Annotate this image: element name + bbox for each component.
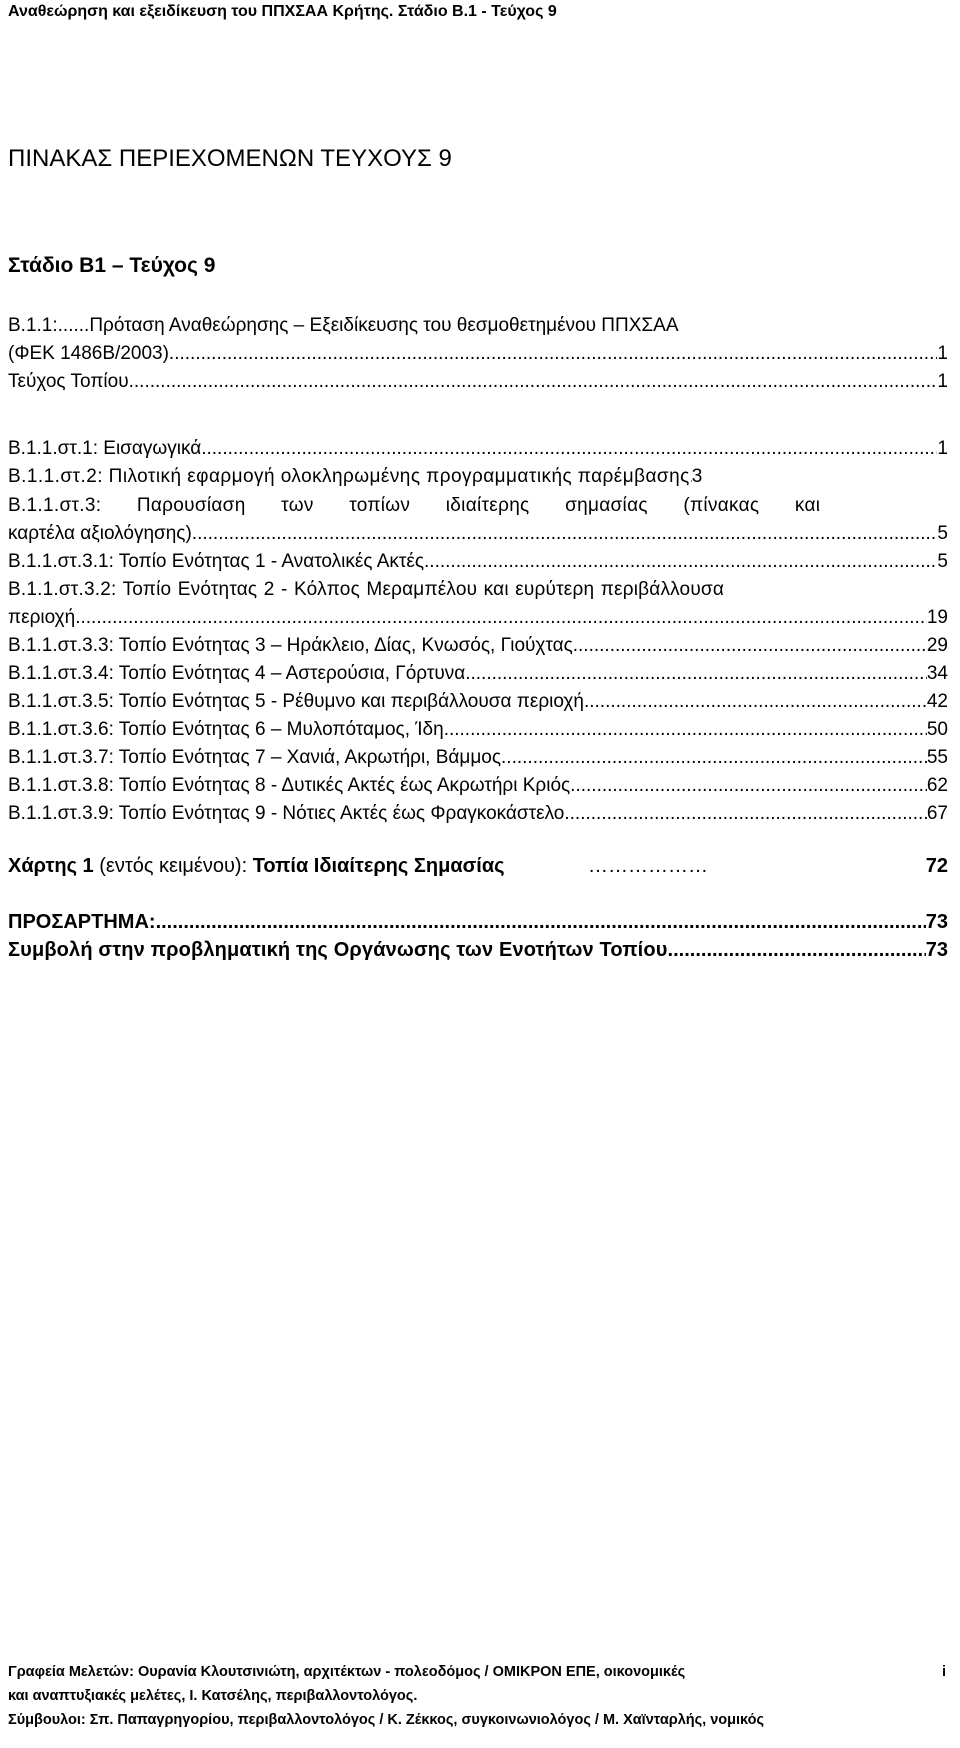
toc-entry-text: Β.1.1.στ.3.7: Τοπίο Ενότητας 7 – Χανιά, Ακρωτήρι, Βάμμος	[8, 747, 502, 768]
toc-entry-text: Β.1.1.στ.3.1: Τοπίο Ενότητας 1 - Ανατολικές Ακτές	[8, 551, 425, 572]
toc-page-number: 42	[926, 691, 948, 712]
toc-entry-st1[interactable]	[8, 435, 948, 463]
dot-leader	[584, 688, 927, 716]
dot-leader	[668, 936, 926, 964]
toc-entry-text: Β.1.1.στ.3.3: Τοπίο Ενότητας 3 – Ηράκλειο, Δίας, Κνωσός, Γιούχτας	[8, 635, 573, 656]
dot-leader	[573, 632, 927, 660]
toc-page-number: 73	[925, 939, 948, 961]
map-note: (εντός κειμένου):	[99, 855, 248, 877]
map-title: Τοπία Ιδιαίτερης Σημασίας	[252, 855, 505, 877]
toc-entry-st3[interactable]	[8, 492, 948, 520]
toc-entry-unit-8[interactable]	[8, 772, 948, 800]
dot-leader	[192, 520, 938, 548]
toc-entry-text: Β.1.1.στ.2: Πιλοτική εφαρμογή ολοκληρωμένης προγραμματικής παρέμβασης	[8, 466, 690, 487]
toc-entry-map-1[interactable]	[8, 852, 948, 880]
dot-leader	[75, 604, 927, 632]
footer-line-2: και αναπτυξιακές μελέτες, Ι. Κατσέλης, περιβαλλοντολόγος.	[8, 1688, 418, 1704]
toc-entry-landscape-volume[interactable]	[8, 368, 948, 396]
toc-entry-text: Β.1.1:......Πρόταση Αναθεώρησης – Εξειδίκευσης του θεσμοθετημένου ΠΠΧΣΑΑ	[8, 315, 679, 336]
toc-page-number: 55	[926, 747, 948, 768]
toc-entry-text: Β.1.1.στ.3.8: Τοπίο Ενότητας 8 - Δυτικές Ακτές έως Ακρωτήρι Κριός	[8, 775, 571, 796]
toc-page-number: 73	[925, 911, 948, 933]
toc-entry-text: Β.1.1.στ.3.2: Τοπίο Ενότητας 2 - Κόλπος Μεραμπέλου και ευρύτερη περιβάλλουσα	[8, 579, 725, 600]
dot-leader	[174, 340, 937, 368]
footer-line-3: Σύμβουλοι: Σπ. Παπαγρηγορίου, περιβαλλοντολόγος / Κ. Ζέκκος, συγκοινωνιολόγος / Μ. Χαϊνταρλής, νομικός	[8, 1712, 765, 1728]
map-label: Χάρτης 1	[8, 855, 94, 877]
toc-entry-text: Β.1.1.στ.3.6: Τοπίο Ενότητας 6 – Μυλοπόταμος, Ίδη	[8, 719, 444, 740]
stage-title: Στάδιο Β1 – Τεύχος 9	[8, 254, 216, 277]
toc-entry-text: Β.1.1.στ.3.5: Τοπίο Ενότητας 5 - Ρέθυμνο και περιβάλλουσα περιοχή	[8, 691, 584, 712]
toc-page-number: 1	[937, 343, 948, 364]
dot-leader	[501, 744, 927, 772]
toc-page-number: 67	[926, 803, 948, 824]
page-title: ΠΙΝΑΚΑΣ ΠΕΡΙΕΧΟΜΕΝΩΝ ΤΕΥΧΟΥΣ 9	[8, 145, 452, 172]
dot-leader	[201, 435, 937, 463]
toc-entry-appendix-contribution[interactable]	[8, 936, 948, 964]
toc-entry-appendix[interactable]	[8, 908, 948, 936]
toc-entry-unit-5[interactable]	[8, 688, 948, 716]
toc-entry-unit-1[interactable]	[8, 548, 948, 576]
toc-page-number: 5	[937, 551, 948, 572]
toc-entry-unit-9[interactable]	[8, 800, 948, 828]
page-marker: i	[941, 1664, 946, 1680]
toc-entry-text: (ΦΕΚ 1486Β/2003).	[8, 343, 175, 364]
dash-leader: ………………	[588, 855, 708, 877]
toc-entry-text: περιοχή	[8, 607, 76, 628]
toc-entry-unit-4[interactable]	[8, 660, 948, 688]
dot-leader	[134, 368, 938, 396]
running-header: Αναθεώρηση και εξειδίκευση του ΠΠΧΣΑΑ Κρήτης. Στάδιο Β.1 - Τεύχος 9	[8, 3, 557, 20]
toc-page-number: 1	[937, 438, 948, 459]
toc-entry-text: Β.1.1.στ.3: Παρουσίαση των τοπίων ιδιαίτερης σημασίας (πίνακας και	[8, 495, 821, 516]
toc-entry-text: καρτέλα αξιολόγησης)	[8, 523, 192, 544]
toc-page-number: 72	[925, 855, 948, 877]
toc-page-number: 3	[691, 466, 703, 487]
dot-leader	[564, 800, 926, 828]
toc-page-number: 29	[926, 635, 948, 656]
toc-page-number: 62	[926, 775, 948, 796]
toc-entry-text: Β.1.1.στ.3.9: Τοπίο Ενότητας 9 - Νότιες Ακτές έως Φραγκοκάστελο	[8, 803, 565, 824]
toc-entry-unit-7[interactable]	[8, 744, 948, 772]
toc-entry-text: Τεύχος Τοπίου.	[8, 371, 134, 392]
toc-entry-text: Β.1.1.στ.3.4: Τοπίο Ενότητας 4 – Αστερούσια, Γόρτυνα	[8, 663, 466, 684]
toc-page-number: 5	[937, 523, 948, 544]
toc-entry-unit-6[interactable]	[8, 716, 948, 744]
dot-leader	[444, 716, 927, 744]
dot-leader	[570, 772, 927, 800]
dot-leader	[156, 908, 926, 936]
toc-entry-unit-3[interactable]	[8, 632, 948, 660]
footer-line-1: Γραφεία Μελετών: Ουρανία Κλουτσινιώτη, αρχιτέκτων - πολεοδόμος / ΟΜΙΚΡΟΝ ΕΠΕ, οικονομικές	[8, 1664, 686, 1680]
toc-page-number: 19	[926, 607, 948, 628]
toc-entry-b11[interactable]	[8, 312, 948, 340]
toc-entry-unit-2[interactable]	[8, 576, 948, 604]
toc-entry-text: Συμβολή στην προβληματική της Οργάνωσης των Ενοτήτων Τοπίου	[8, 939, 668, 961]
toc-entry-unit-2-cont[interactable]	[8, 604, 948, 632]
toc-entry-text: ΠΡΟΣΑΡΤΗΜΑ:	[8, 911, 156, 933]
dot-leader	[465, 660, 927, 688]
toc-entry-st2[interactable]	[8, 463, 948, 491]
toc-entry-b11-fek[interactable]	[8, 340, 948, 368]
dot-leader	[424, 548, 937, 576]
toc-page-number: 1	[937, 371, 948, 392]
toc-entry-st3-cont[interactable]	[8, 520, 948, 548]
toc-entry-text: Β.1.1.στ.1: Εισαγωγικά	[8, 438, 202, 459]
toc-page-number: 34	[926, 663, 948, 684]
toc-page-number: 50	[926, 719, 948, 740]
